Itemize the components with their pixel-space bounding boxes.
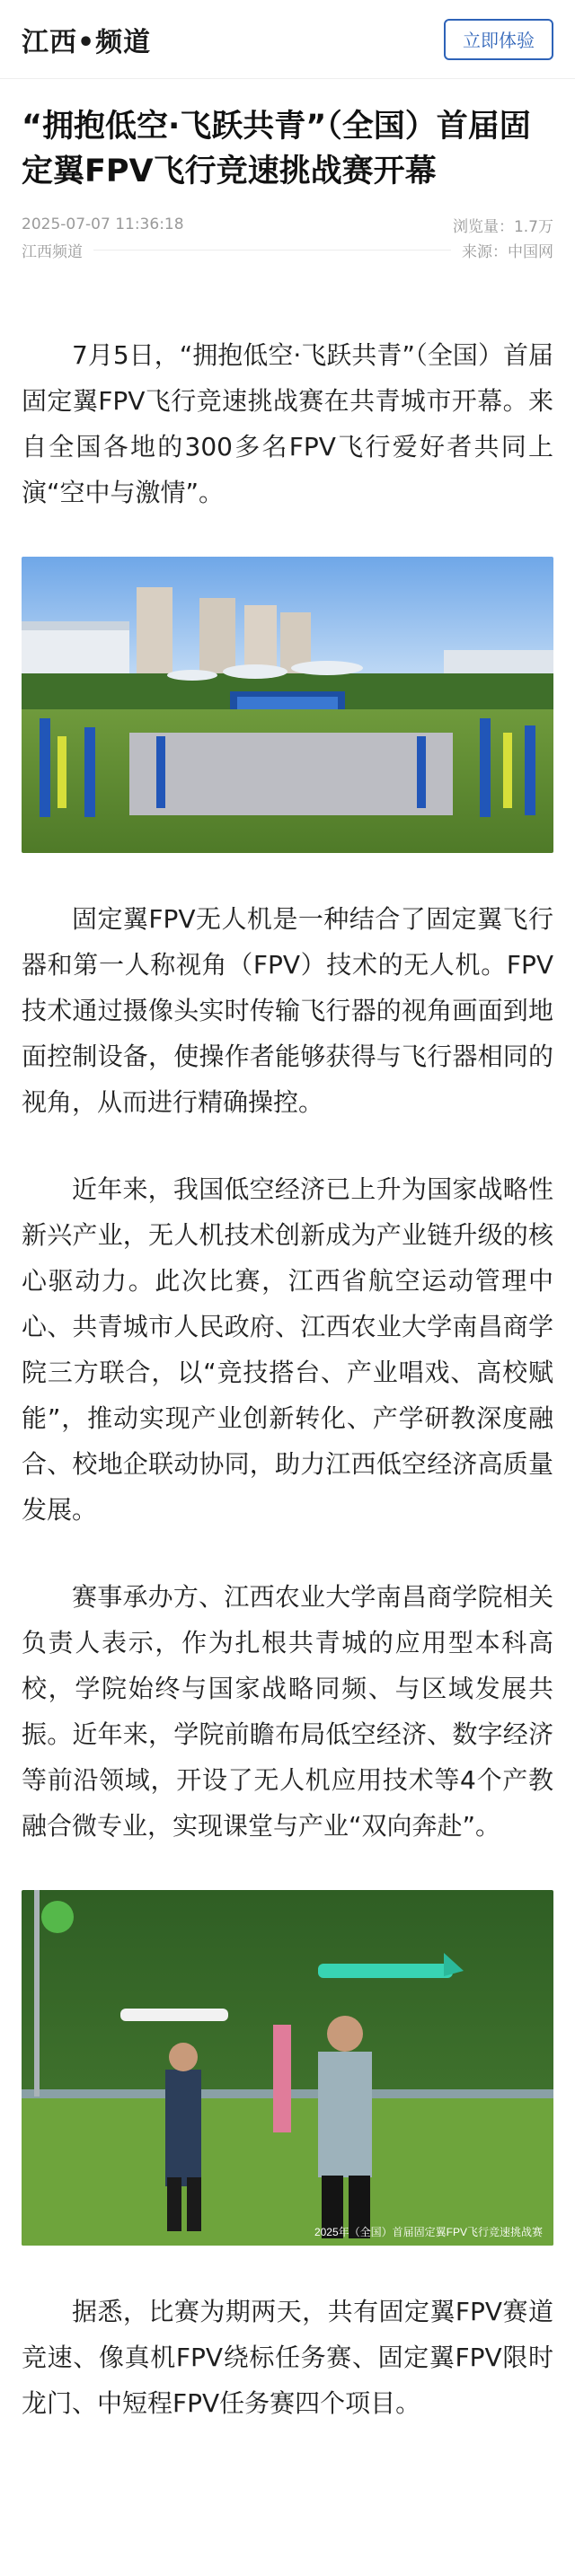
article-body (22, 332, 553, 2426)
paragraph: 固定翼FPV无人机是一种结合了固定翼飞行器和第一人称视角（FPV）技术的无人机。FPV技术通过摄像头实时传输飞行器的视角画面到地面控制设备，使操作者能够获得与飞行器相同的视角，从而进行精确操控。 (22, 904, 553, 1117)
meta-divider (93, 250, 451, 251)
students-flying-photo (22, 1890, 553, 2246)
channel-label: 江西频道 (22, 242, 83, 261)
photo-caption: 2025年（全国）首届固定翼FPV飞行竞速挑战赛 (314, 2226, 543, 2238)
article-meta (22, 212, 553, 262)
source-label: 来源：中国网 (462, 242, 553, 261)
top-bar (0, 0, 575, 79)
open-app-button[interactable]: 立即体验 (444, 19, 553, 60)
paragraph: 据悉，比赛为期两天，共有固定翼FPV赛道竞速、像真机FPV绕标任务赛、固定翼FPV限时龙门、中短程FPV任务赛四个项目。 (22, 2297, 553, 2418)
channel-brand[interactable]: 江西•频道 (22, 26, 152, 58)
event-venue-photo (22, 557, 553, 853)
paragraph: 赛事承办方、江西农业大学南昌商学院相关负责人表示，作为扎根共青城的应用型本科高校，学院始终与国家战略同频、与区域发展共振。近年来，学院前瞻布局低空经济、数字经济等前沿领域，开设了无人机应用技术等4个产教融合微专业，实现课堂与产业“双向奔赴”。 (22, 1582, 553, 1841)
article-title: “拥抱低空·飞跃共青”（全国）首届固定翼FPV飞行竞速挑战赛开幕 (22, 109, 531, 189)
view-count: 浏览量：1.7万 (452, 217, 553, 236)
article (0, 104, 575, 2426)
paragraph: 7月5日，“拥抱低空·飞跃共青”（全国）首届固定翼FPV飞行竞速挑战赛在共青城市开幕。来自全国各地的300多名FPV飞行爱好者共同上演“空中与激情”。 (22, 340, 553, 507)
paragraph: 近年来，我国低空经济已上升为国家战略性新兴产业，无人机技术创新成为产业链升级的核心驱动力。此次比赛，江西省航空运动管理中心、共青城市人民政府、江西农业大学南昌商学院三方联合，以“竞技搭台、产业唱戏、高校赋能”，推动实现产业创新转化、产学研教深度融合、校地企联动协同，助力江西低空经济高质量发展。 (22, 1174, 553, 1525)
publish-date: 2025-07-07 11:36:18 (22, 215, 184, 233)
